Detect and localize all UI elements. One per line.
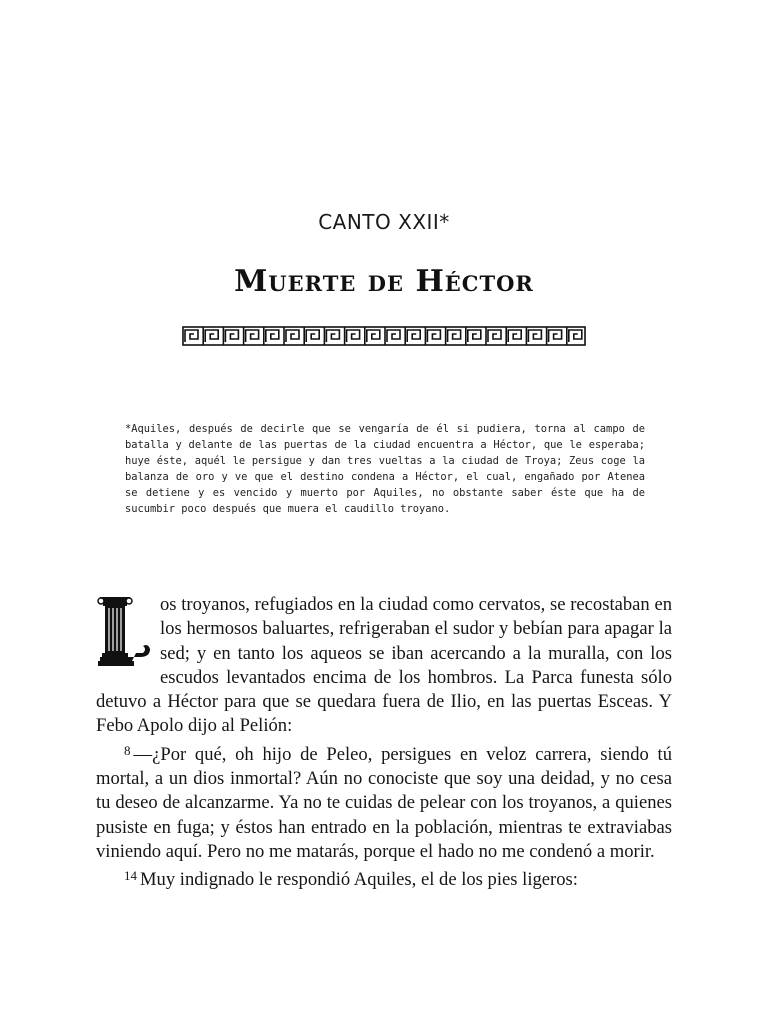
verse-number: 8 [124,742,131,758]
chapter-summary: *Aquiles, después de decirle que se vengaría de él si pudiera, torna al campo de batalla y delante de las puertas de la ciudad encuentra a Héctor, que le esperaba; huye éste, aquél le persigue y dan tres vueltas a la ciudad de Troya; Zeus coge la balanza de oro y ve que el destino condena a Héctor, el cual, engañado por Atenea se detiene y es vencido y muerto por Aquiles, no obstante saber éste que ha de sucumbir poco después que muera el caudillo troyano. [125,423,645,516]
verse-number: 14 [124,868,137,884]
chapter-title: Muerte de Héctor [234,264,534,299]
paragraph-3-text: Muy indignado le respondió Aquiles, el de los pies ligeros: [140,869,578,891]
greek-key-ornament-icon [182,326,586,346]
paragraph-3 [96,864,672,892]
column-dropcap-icon [96,593,152,669]
canto-heading: CANTO XXII* [318,210,450,234]
paragraph-2-text: —¿Por qué, oh hijo de Peleo, persigues en veloz carrera, siendo tú mortal, a un dios inmortal? Aún no conociste que soy una deidad, y no cesa tu deseo de alcanzarme. Ya no te cuidas de pelear con los troyanos, a quienes pusiste en fuga; y éstos han entrado en la población, mientras te extraviabas viniendo aquí. Pero no me matarás, porque el hado no me condenó a morir. [96,743,672,862]
paragraph-1: os troyanos, refugiados en la ciudad como cervatos, se recostaban en los hermosos baluartes, refrigeraban el sudor y bebían para apagar la sed; y en tanto los aqueos se iban acercando a la muralla, con los escudos levantados encima de los hombros. La Parca funesta sólo detuvo a Héctor para que se quedara fuera de Ilio, en las puertas Esceas. Y Febo Apolo dijo al Pelión: [96,594,672,737]
main-text [96,593,672,893]
paragraph-2 [96,739,672,864]
